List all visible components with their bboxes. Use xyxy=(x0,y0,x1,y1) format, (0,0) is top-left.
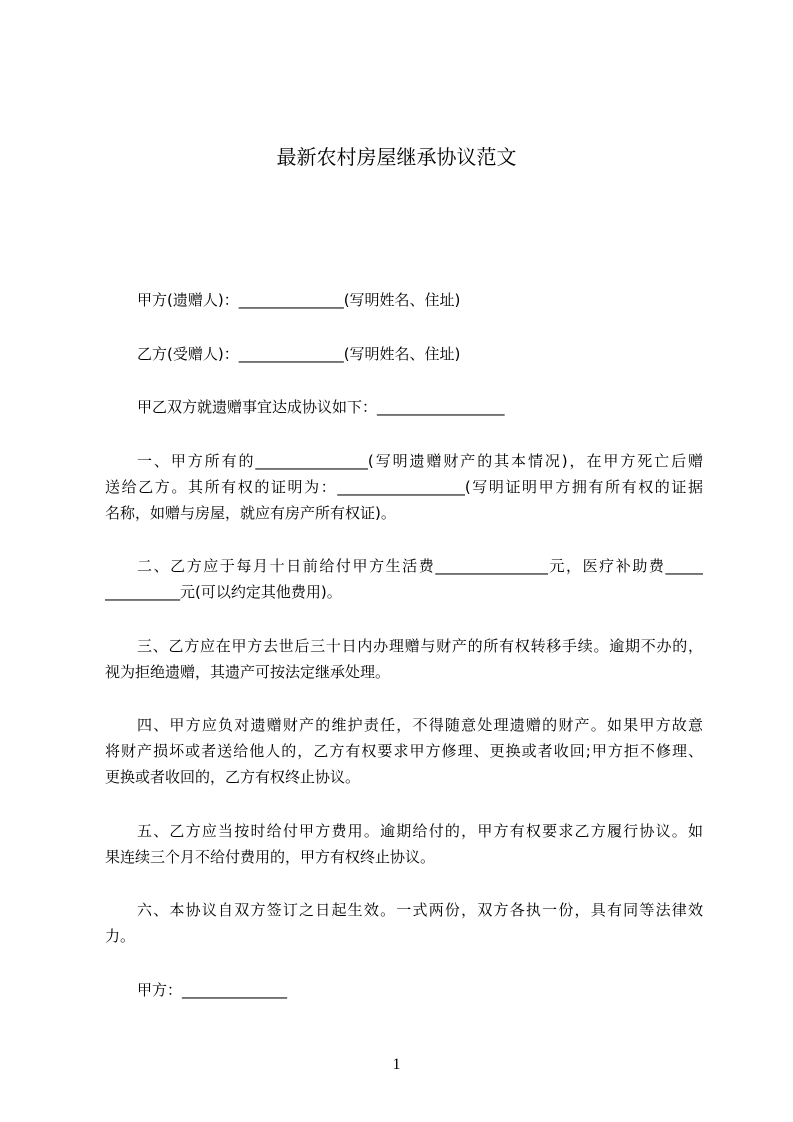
signature-line: 甲方：______________ xyxy=(137,980,288,999)
document-title: 最新农村房屋继承协议范文 xyxy=(276,145,517,169)
clause-line: 力。 xyxy=(105,927,136,945)
clause-5 xyxy=(105,818,703,870)
clause-line: 将财产损坏或者送给他人的，乙方有权要求甲方修理、更换或者收回;甲方拒不修理、 xyxy=(105,742,703,760)
party-b-paragraph xyxy=(105,341,703,367)
clause-2 xyxy=(105,553,703,605)
clause-1 xyxy=(105,448,703,526)
clause-4 xyxy=(105,712,703,790)
party-b-line: 乙方(受赠人)：______________(写明姓名、住址) xyxy=(137,344,461,363)
clause-line: 更换或者收回的，乙方有权终止协议。 xyxy=(105,768,361,786)
clause-line: 三、乙方应在甲方去世后三十日内办理赠与财产的所有权转移手续。逾期不办的， xyxy=(137,636,703,655)
page-number: 1 xyxy=(392,1056,401,1073)
intro-line: 甲乙双方就遗赠事宜达成协议如下：_________________ xyxy=(137,398,505,416)
clause-line: __________元(可以约定其他费用)。 xyxy=(105,583,342,601)
clause-6 xyxy=(105,897,703,949)
document-body xyxy=(105,287,703,1030)
clause-line: 视为拒绝遗赠，其遗产可按法定继承处理。 xyxy=(105,662,391,681)
clause-line: 五、乙方应当按时给付甲方费用。逾期给付的，甲方有权要求乙方履行协议。如 xyxy=(137,821,703,840)
clause-line: 一、甲方所有的_______________(写明遗赠财产的其本情况)，在甲方死亡后赠 xyxy=(137,451,703,470)
party-a-paragraph xyxy=(105,287,703,313)
party-a-line: 甲方(遗赠人)：______________(写明姓名、住址) xyxy=(137,291,461,309)
clause-line: 送给乙方。其所有权的证明为：_________________(写明证明甲方拥有所有权的证据 xyxy=(105,477,703,496)
intro-paragraph xyxy=(105,394,703,420)
clause-line: 二、乙方应于每月十日前给付甲方生活费_______________元，医疗补助费_____ xyxy=(137,557,703,575)
clause-line: 四、甲方应负对遗赠财产的维护责任，不得随意处理遗赠的财产。如果甲方故意 xyxy=(137,716,703,734)
signature-paragraph xyxy=(105,977,703,1003)
clause-line: 六、本协议自双方签订之日起生效。一式两份，双方各执一份，具有同等法律效 xyxy=(137,901,703,919)
clause-line: 名称，如赠与房屋，就应有房产所有权证)。 xyxy=(105,503,396,522)
clause-line: 果连续三个月不给付费用的，甲方有权终止协议。 xyxy=(105,847,436,866)
clause-3 xyxy=(105,633,703,685)
